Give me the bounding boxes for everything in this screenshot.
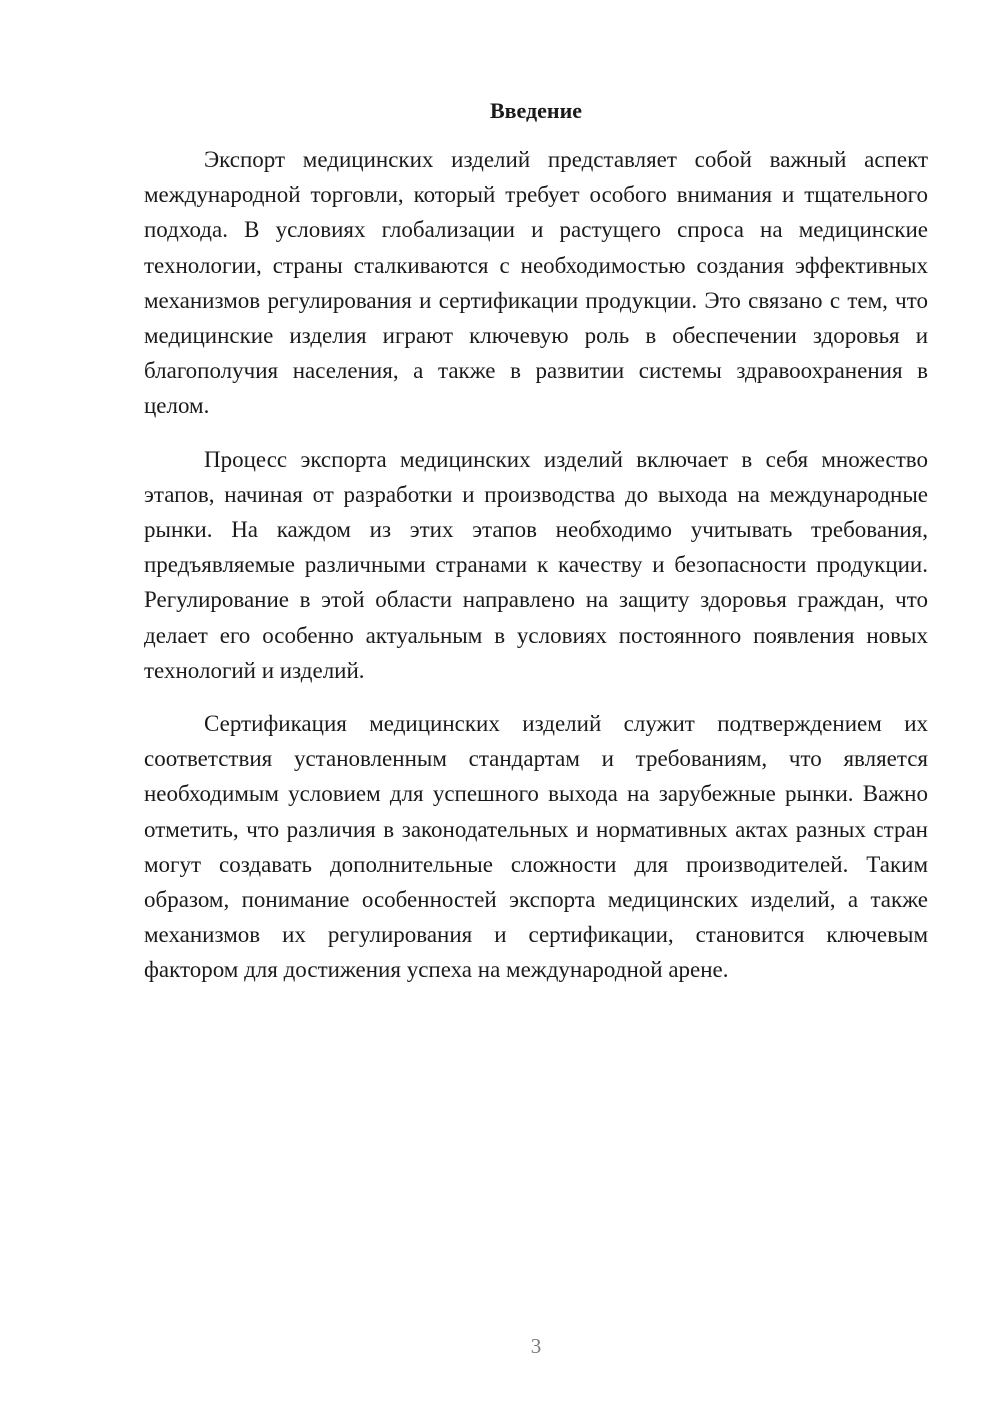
paragraph-1: Экспорт медицинских изделий представляет собой важный аспект международной торговли, который требует особого внимания и тщательного подхода. В условиях глобализации и растущего спроса на медицинские технологии, страны сталкиваются с необходимостью создания эффективных механизмов регулирования и сертификации продукции. Это связано с тем, что медицинские изделия играют ключевую роль в обеспечении здоровья и благополучия населения, а также в развитии системы здравоохранения в целом. xyxy=(144,147,928,419)
page-title: Введение xyxy=(489,98,583,123)
paragraph-2: Процесс экспорта медицинских изделий включает в себя множество этапов, начиная от разработки и производства до выхода на международные рынки. На каждом из этих этапов необходимо учитывать требования, предъявляемые различными странами к качеству и безопасности продукции. Регулирование в этой области направлено на защиту здоровья граждан, что делает его особенно актуальным в условиях постоянного появления новых технологий и изделий. xyxy=(144,446,928,683)
paragraph-3: Сертификация медицинских изделий служит подтверждением их соответствия установленным стандартам и требованиям, что является необходимым условием для успешного выхода на зарубежные рынки. Важно отметить, что различия в законодательных и нормативных актах разных стран могут создавать дополнительные сложности для производителей. Таким образом, понимание особенностей экспорта медицинских изделий, а также механизмов их регулирования и сертификации, становится ключевым фактором для достижения успеха на международной арене. xyxy=(144,711,928,983)
body-text xyxy=(144,142,928,1006)
page-number: 3 xyxy=(530,1334,542,1358)
